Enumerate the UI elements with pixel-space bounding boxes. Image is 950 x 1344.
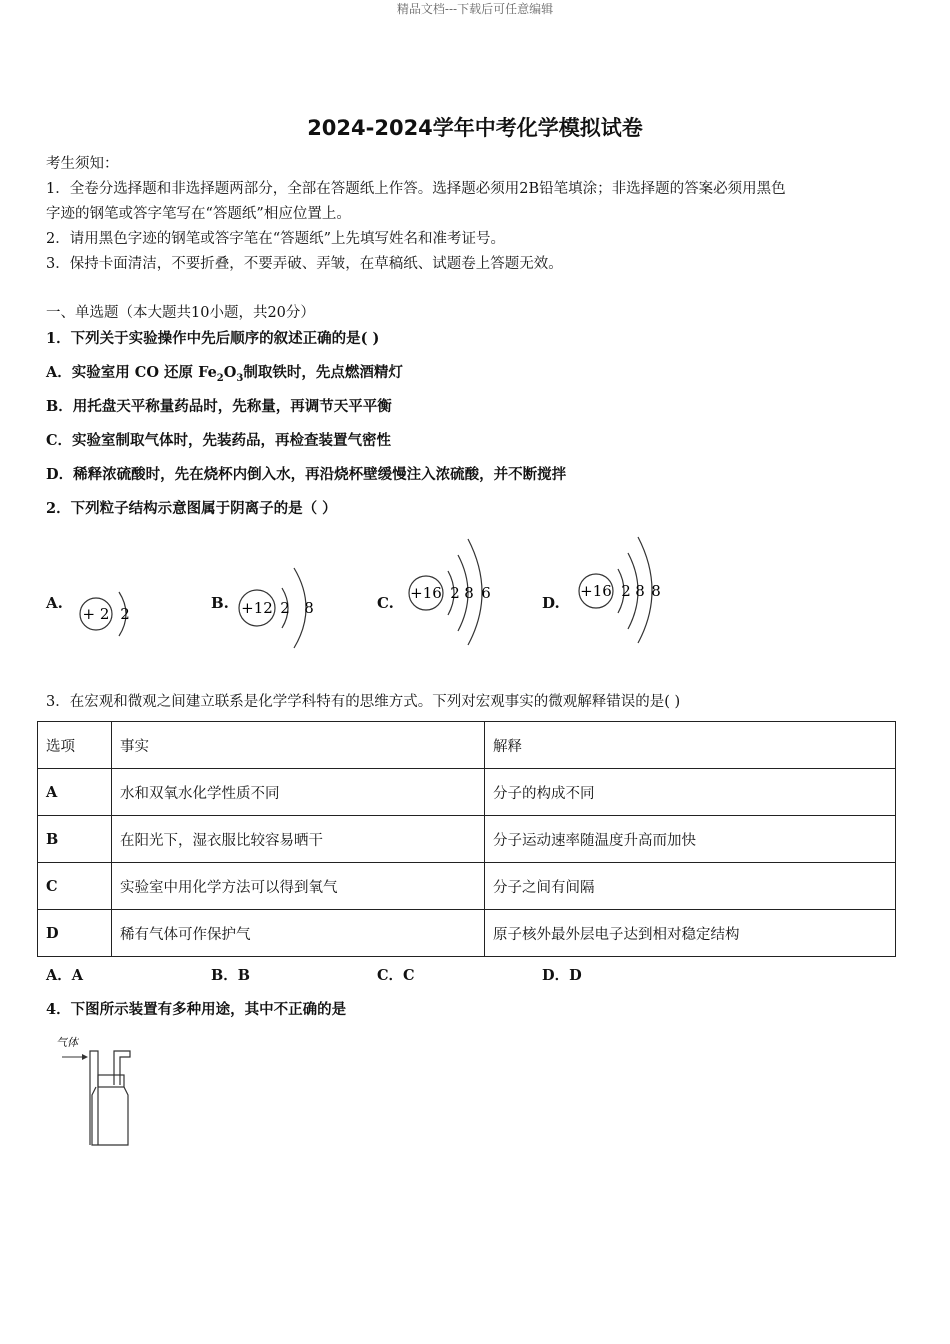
shell-count: 2 [120, 605, 130, 623]
notice-item-3: 3．保持卡面清洁，不要折叠，不要弄破、弄皱，在草稿纸、试题卷上答题无效。 [46, 256, 563, 272]
q2-option-c-label: C. [377, 594, 394, 612]
atom-diagram-d [576, 535, 676, 647]
page-title: 2024-2024学年中考化学模拟试卷 [307, 116, 643, 140]
table-row [38, 910, 896, 957]
q2-option-a-label: A. [46, 594, 63, 612]
notice-item-1: 1．全卷分选择题和非选择题两部分，全部在答题纸上作答。选择题必须用2B铅笔填涂；非选择题的答案必须用黑色 [46, 181, 786, 197]
table-header-cell: 事实 [112, 722, 485, 769]
gas-bottle-figure [56, 1045, 146, 1155]
q1-stem: 1．下列关于实验操作中先后顺序的叙述正确的是( ) [46, 330, 380, 347]
shell-count: 8 [635, 582, 645, 600]
shell-count: 2 [621, 582, 631, 600]
table-cell: B [38, 816, 112, 863]
q3-table [37, 721, 896, 957]
table-row [38, 816, 896, 863]
shell-count: 6 [481, 584, 491, 602]
atom-diagram-b [236, 560, 336, 655]
q2-stem: 2．下列粒子结构示意图属于阴离子的是（ ） [46, 500, 337, 517]
notice-heading: 考生须知： [46, 156, 119, 172]
table-cell: 稀有气体可作保护气 [112, 910, 485, 957]
nucleus-charge: +16 [410, 584, 442, 602]
header-note: 精品文档---下载后可任意编辑 [396, 2, 554, 16]
q2-option-b-label: B. [211, 594, 229, 612]
nucleus-charge: +12 [241, 599, 273, 617]
q1-a-post: 制取铁时，先点燃酒精灯 [243, 364, 403, 381]
nucleus-charge: +16 [580, 582, 612, 600]
q1-a-sub2: 3 [236, 372, 244, 384]
table-row [38, 769, 896, 816]
long-tube [90, 1051, 98, 1145]
q1-option-c: C．实验室制取气体时，先装药品，再检查装置气密性 [46, 432, 392, 449]
q4-stem: 4．下图所示装置有多种用途，其中不正确的是 [46, 1001, 347, 1018]
shell-count: 2 [450, 584, 460, 602]
notice-item-2: 2．请用黑色字迹的钢笔或答字笔在“答题纸”上先填写姓名和准考证号。 [46, 231, 506, 247]
gas-label: 气体 [56, 1036, 78, 1049]
table-cell: A [38, 769, 112, 816]
table-row [38, 863, 896, 910]
q2-option-d-label: D. [542, 594, 560, 612]
q3-stem: 3．在宏观和微观之间建立联系是化学学科特有的思维方式。下列对宏观事实的微观解释错误的是( ) [46, 694, 681, 710]
notice-item-1-cont: 字迹的钢笔或答字笔写在“答题纸”相应位置上。 [46, 206, 351, 222]
table-cell: 实验室中用化学方法可以得到氧气 [112, 863, 485, 910]
q1-option-b: B．用托盘天平称量药品时，先称量，再调节天平平衡 [46, 398, 392, 415]
short-tube [114, 1051, 130, 1085]
q1-option-d: D．稀释浓硫酸时，先在烧杯内倒入水，再沿烧杯壁缓慢注入浓硫酸，并不断搅拌 [46, 466, 567, 483]
table-cell: 分子之间有间隔 [485, 863, 896, 910]
table-cell: C [38, 863, 112, 910]
table-header-row [38, 722, 896, 769]
q1-option-a [46, 361, 403, 384]
table-cell: 在阳光下，湿衣服比较容易晒干 [112, 816, 485, 863]
table-cell: 分子运动速率随温度升高而加快 [485, 816, 896, 863]
q1-a-mid: O [223, 364, 237, 381]
table-header-cell: 解释 [485, 722, 896, 769]
atom-diagram-a [75, 580, 155, 640]
q3-choice-d: D．D [542, 967, 582, 984]
table-header-cell: 选项 [38, 722, 112, 769]
q1-a-sub1: 2 [216, 372, 224, 384]
nucleus-charge: + 2 [82, 605, 110, 623]
q3-choice-a: A．A [46, 967, 84, 984]
shell-count: 2 [280, 599, 290, 617]
shell-count: 8 [304, 599, 314, 617]
table-cell: D [38, 910, 112, 957]
table-cell: 原子核外最外层电子达到相对稳定结构 [485, 910, 896, 957]
shell-count: 8 [651, 582, 661, 600]
q1-a-pre: A．实验室用 CO 还原 Fe [46, 364, 217, 381]
shell-count: 8 [464, 584, 474, 602]
q3-choice-c: C．C [377, 967, 415, 984]
atom-diagram-c [406, 535, 506, 647]
q3-choice-b: B．B [211, 967, 251, 984]
section-heading: 一、单选题（本大题共10小题，共20分） [46, 305, 315, 321]
arrow-head-icon [82, 1054, 88, 1060]
table-cell: 分子的构成不同 [485, 769, 896, 816]
table-cell: 水和双氧水化学性质不同 [112, 769, 485, 816]
